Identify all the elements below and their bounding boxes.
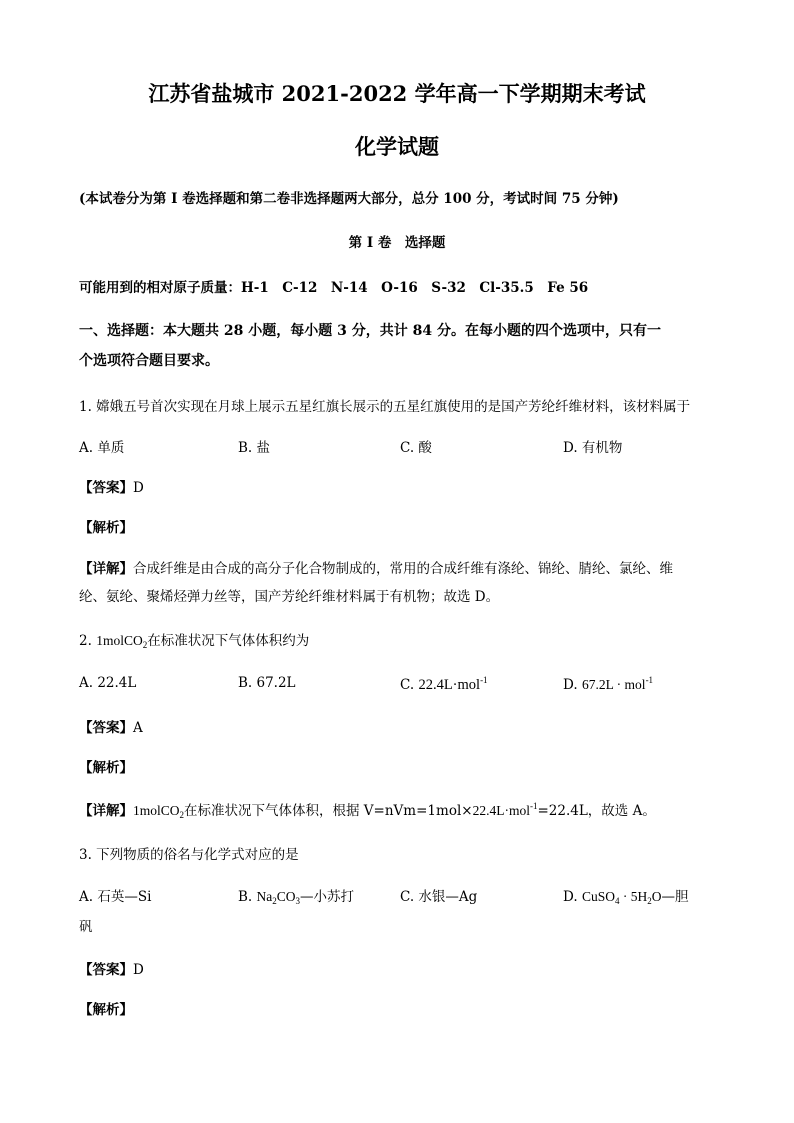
- exam-subtitle: 化学试题: [355, 134, 439, 159]
- q2-detail-exponent: -1: [529, 801, 538, 811]
- q2-analysis-label: 【解析】: [79, 760, 133, 776]
- q3-b-formula1: Na: [256, 889, 273, 904]
- q2-d-exponent: -1: [645, 675, 654, 685]
- q3-d-formula3: O: [651, 889, 662, 904]
- q3-b-sub2: 3: [295, 896, 301, 906]
- q3-b-sub1: 2: [272, 896, 277, 906]
- q3-b-label: B.: [238, 889, 253, 905]
- q3-b-name: —小苏打: [300, 889, 355, 905]
- q3-option-d-wrap: 矾: [79, 919, 93, 935]
- exam-title: 江苏省盐城市 2021-2022 学年高一下学期期末考试: [148, 81, 646, 106]
- q2-answer-value: A: [133, 720, 143, 736]
- q1-answer-value: D: [133, 480, 144, 496]
- q3-d-sub2: 2: [647, 896, 652, 906]
- q2-detail-subscript: 2: [179, 810, 185, 820]
- q2-c-label: C.: [400, 677, 415, 693]
- answer-label: 【答案】: [79, 962, 133, 978]
- q3-answer: [79, 958, 144, 978]
- q2-amount: 1molCO: [96, 633, 143, 648]
- q1-option-c: C. 酸: [400, 440, 432, 456]
- q2-c-exponent: -1: [480, 675, 488, 685]
- q1-option-b: B. 盐: [238, 440, 271, 456]
- q3-option-d: [563, 885, 688, 906]
- q3-analysis-label: 【解析】: [79, 1002, 133, 1018]
- q2-d-label: D.: [563, 677, 578, 693]
- part1-heading-line1: 一、选择题：本大题共 28 小题，每小题 3 分，共计 84 分。在每小题的四个选项中，只有一: [79, 323, 661, 339]
- q2-c-value: 22.4L·mol: [418, 677, 481, 693]
- part1-heading-line2: 个选项符合题目要求。: [79, 353, 219, 369]
- q2-d-value: 67.2L · mol: [581, 677, 646, 692]
- q2-option-b: B. 67.2L: [238, 675, 296, 691]
- q2-detail-mid: 22.4L·mol: [472, 803, 530, 818]
- q3-option-c: C. 水银—Ag: [400, 889, 478, 905]
- q2-subscript: 2: [142, 640, 148, 650]
- q1-option-a: A. 单质: [79, 440, 125, 456]
- q1-detail-line2: 纶、氨纶、聚烯烃弹力丝等，国产芳纶纤维材料属于有机物；故选 D。: [79, 589, 500, 605]
- q2-detail-pre: 在标准状况下气体体积，根据 V=nVm=1mol×: [184, 803, 473, 819]
- q2-answer: [79, 716, 143, 736]
- q3-d-name: —胆: [661, 889, 689, 905]
- q3-d-formula1: CuSO: [581, 889, 615, 904]
- q2-stem-rest: 在标准状况下气体体积约为: [147, 633, 310, 649]
- q3-option-b: [238, 885, 354, 906]
- q1-analysis-label: 【解析】: [79, 520, 133, 536]
- q2-number: 2.: [79, 633, 92, 649]
- answer-label: 【答案】: [79, 720, 133, 736]
- q1-detail-text1: 合成纤维是由合成的高分子化合物制成的，常用的合成纤维有涤纶、锦纶、腈纶、氯纶、维: [133, 561, 673, 577]
- q3-d-label: D.: [563, 889, 578, 905]
- q3-b-formula2: CO: [276, 889, 296, 904]
- q2-detail-amount: 1molCO: [133, 803, 180, 818]
- exam-note: (本试卷分为第 I 卷选择题和第二卷非选择题两大部分，总分 100 分，考试时间 75 分钟): [79, 191, 619, 207]
- q1-option-d: D. 有机物: [563, 440, 623, 456]
- q3-d-sub1: 4: [614, 896, 620, 906]
- q2-option-c: [400, 675, 488, 694]
- q2-detail: [79, 799, 656, 820]
- q2-stem: [79, 629, 309, 650]
- answer-label: 【答案】: [79, 480, 133, 496]
- q2-detail-post: =22.4L，故选 A。: [537, 803, 656, 819]
- q3-stem: 3. 下列物质的俗名与化学式对应的是: [79, 847, 299, 863]
- q2-option-a: A. 22.4L: [79, 675, 137, 691]
- q3-option-a: A. 石英—Si: [79, 889, 152, 905]
- detail-label: 【详解】: [79, 561, 133, 577]
- q1-detail-line1: [79, 557, 673, 577]
- section-heading: 第 I 卷 选择题: [348, 235, 446, 251]
- q2-option-d: [563, 675, 653, 693]
- q3-d-formula2: · 5H: [619, 889, 648, 904]
- q3-answer-value: D: [133, 962, 144, 978]
- q1-stem: 1. 嫦娥五号首次实现在月球上展示五星红旗长展示的五星红旗使用的是国产芳纶纤维材料，该材料属于: [79, 399, 691, 415]
- q1-answer: [79, 476, 144, 496]
- atomic-masses: 可能用到的相对原子质量：H-1 C-12 N-14 O-16 S-32 Cl-35.5 Fe 56: [79, 280, 589, 296]
- detail-label: 【详解】: [79, 803, 133, 819]
